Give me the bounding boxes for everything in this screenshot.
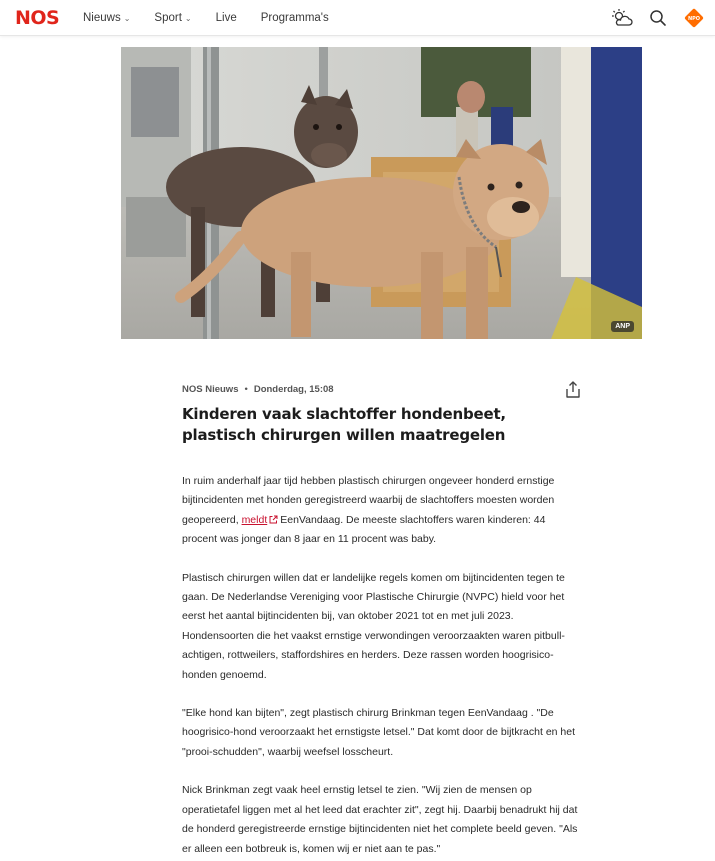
- chevron-down-icon: ⌄: [123, 13, 131, 23]
- share-icon: [564, 380, 582, 400]
- article-source[interactable]: NOS Nieuws: [182, 383, 239, 395]
- article-meta: [182, 380, 582, 398]
- article-body: [182, 472, 582, 859]
- photo-credit: ANP: [611, 321, 634, 332]
- nav-item-label: Programma's: [260, 12, 329, 24]
- nav-item-sport[interactable]: [154, 12, 191, 24]
- header-actions: [598, 6, 706, 30]
- npo-logo-icon[interactable]: [682, 6, 706, 30]
- paragraph-1-text-after: EenVandaag. De meeste slachtoffers waren kinderen: 44 procent was jonger dan 8 jaar en 11 procent was baby.: [182, 513, 546, 546]
- paragraph-1-text: In ruim anderhalf jaar tijd hebben plastisch chirurgen ongeveer honderd ernstige bijtincidenten met honden geregistreerd waarbij de slachtoffers moesten worden geopereerd,: [182, 475, 555, 526]
- nav-item-live[interactable]: [216, 12, 237, 24]
- paragraph-3: "Elke hond kan bijten", zegt plastisch chirurg Brinkman tegen EenVandaag . "De hoogrisico-hond veroorzaakt het ernstigste letsel." Dat komt door de bijtkracht en het "prooi-schudden", waarbij weefsel losscheurt.: [182, 707, 576, 758]
- article: [182, 380, 582, 861]
- top-navigation-bar: [0, 0, 715, 36]
- nav-item-label: Sport: [154, 12, 182, 24]
- article-date: Donderdag, 15:08: [253, 383, 334, 395]
- paragraph-1: [182, 472, 582, 550]
- article-title: [182, 404, 512, 446]
- nav-item-label: Live: [215, 12, 237, 24]
- paragraph-2: Plastisch chirurgen willen dat er landelijke regels komen om bijtincidenten tegen te gaan. De Nederlandse Vereniging voor Plastische Chirurgie (NVPC) hield voor het eerst het aantal bijtincidenten bij, van oktober 2021 tot en met juli 2023. Hondensoorten die het vaakst ernstige verwondingen veroorzaakten waren pitbull-achtigen, rottweilers, staffordshires en herders. Deze rassen worden hoogrisico-honden genoemd.: [182, 571, 565, 681]
- nav-item-programmas[interactable]: [261, 12, 329, 24]
- chevron-down-icon: ⌄: [184, 13, 192, 23]
- meldt-link[interactable]: meldt: [241, 513, 268, 526]
- share-button[interactable]: [564, 380, 582, 400]
- paragraph-4: Nick Brinkman zegt vaak heel ernstig letsel te zien. "Wij zien de mensen op operatietafel liggen met al het leed dat erachter zit", zegt hij. Daarbij benadrukt hij dat de honderd geregistreerde ernstige bijtincidenten niet het complete beeld geven. "Als er alleen een botbreuk is, komen wij er niet aan te pas.": [182, 784, 578, 855]
- meta-separator: •: [244, 383, 248, 395]
- nav-item-label: Nieuws: [83, 12, 121, 24]
- svg-text:NPO: NPO: [687, 16, 701, 22]
- dogs-on-train-illustration: [121, 47, 642, 339]
- article-title-line2: plastisch chirurgen willen maatregelen: [182, 426, 506, 444]
- main-nav: [83, 0, 353, 36]
- nos-logo[interactable]: NOS: [15, 7, 60, 29]
- article-title-line1: Kinderen vaak slachtoffer hondenbeet,: [182, 405, 506, 423]
- search-icon[interactable]: [646, 6, 670, 30]
- hero-image: [121, 47, 642, 339]
- weather-icon[interactable]: [610, 6, 634, 30]
- nav-item-nieuws[interactable]: [83, 12, 130, 24]
- external-link-icon: [269, 515, 278, 524]
